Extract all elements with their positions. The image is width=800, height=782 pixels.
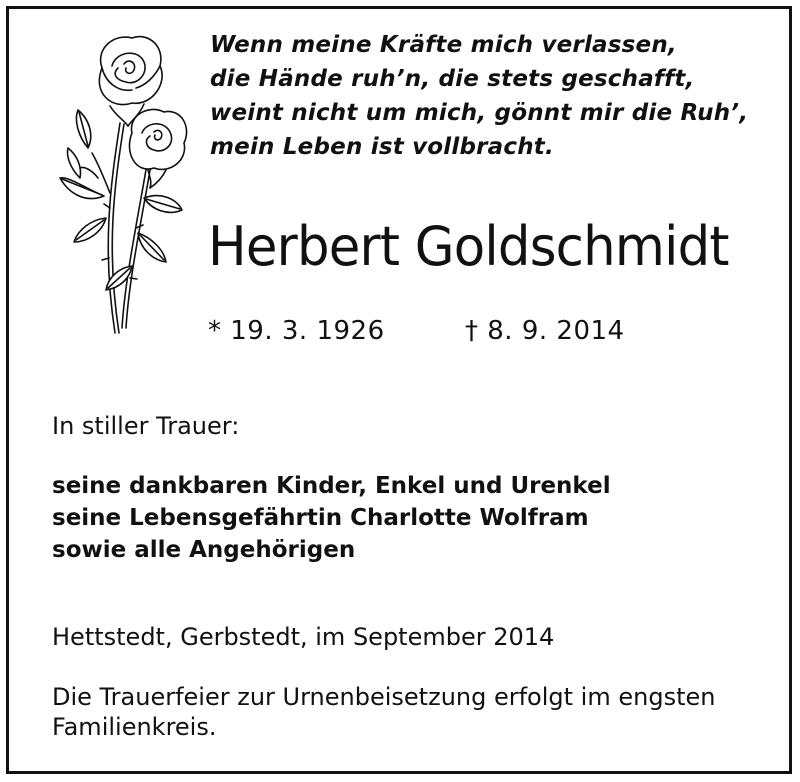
deceased-name: Herbert Goldschmidt (208, 215, 729, 278)
mourning-intro: In stiller Trauer: (52, 412, 240, 440)
birth-date: * 19. 3. 1926 (208, 316, 385, 346)
rose-drawing-icon (40, 28, 190, 338)
poem-line: Wenn meine Kräfte mich verlassen, (210, 32, 677, 58)
death-date: † 8. 9. 2014 (465, 316, 625, 346)
mourner-line: sowie alle Angehörigen (52, 537, 356, 563)
poem-line: die Hände ruh’n, die stets geschafft, (210, 66, 695, 92)
ceremony-line: Die Trauerfeier zur Urnenbeisetzung erfolgt im engsten (52, 683, 716, 711)
ceremony-line: Familienkreis. (52, 713, 217, 741)
poem-line: weint nicht um mich, gönnt mir die Ruh’, (210, 100, 749, 126)
place-date: Hettstedt, Gerbstedt, im September 2014 (52, 623, 555, 651)
poem-verse (210, 28, 770, 164)
poem-line: mein Leben ist vollbracht. (210, 134, 554, 160)
mourner-line: seine dankbaren Kinder, Enkel und Urenkel (52, 473, 611, 499)
mourner-line: seine Lebensgefährtin Charlotte Wolfram (52, 505, 589, 531)
ceremony-note (52, 682, 772, 742)
mourners-list (52, 470, 611, 566)
